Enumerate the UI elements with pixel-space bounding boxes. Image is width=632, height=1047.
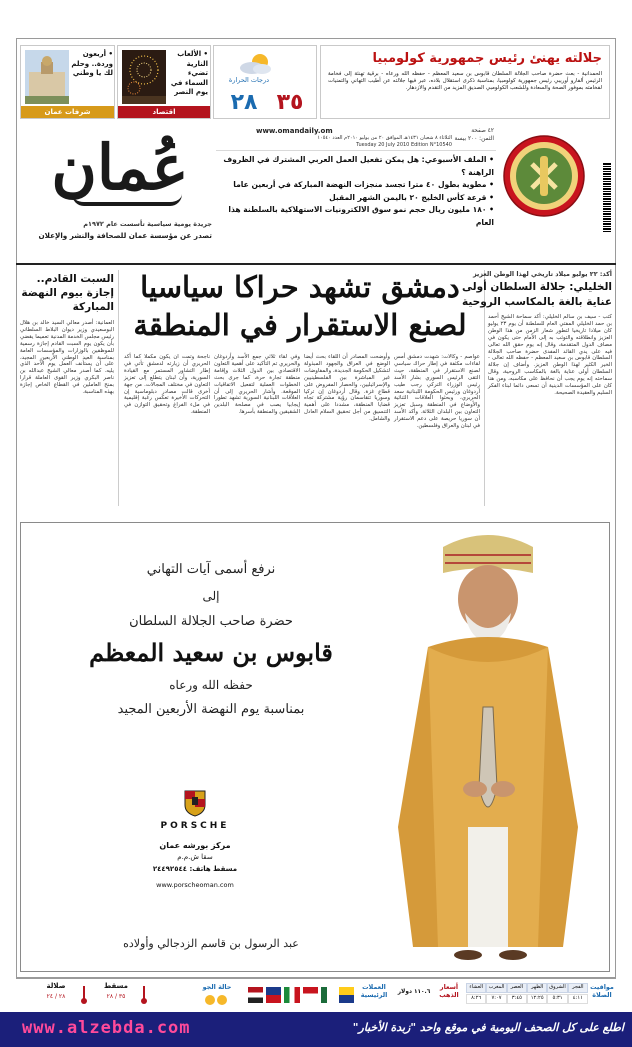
gold-title: أسعار الذهب <box>439 983 459 999</box>
thermometer-icon <box>80 985 88 1005</box>
lead-col-1: عواصم - وكالات: شهدت دمشق أمس لقاءات مكثفة في إطار حراك سياسي لصنع الاستقرار في المنطقة، حيث التقى الرئيس السوري بشار الأسد رئيس الوزراء التركي رجب طيب أردوغان ورئيس الحكومة اللبنانية سعد الحريري، وبحثوا العلاقات الثنائية والأوضاع في المنطقة وسبل تعزيز التعاون بين البلدان الثلاثة. وأكد الأسد أن سوريا حريصة على دعم الاستقرار في لبنان والعراق وفلسطين. <box>394 354 480 430</box>
teaser-balcony-caption: شرفات عمان <box>21 106 114 118</box>
ad-line-3: حضرة صاحب الجلالة السلطان <box>129 614 293 629</box>
teaser-main-headline: جلالته يهنئ رئيس جمهورية كولومبيا <box>372 51 602 66</box>
ad-line-4: قابوس بن سعيد المعظم <box>89 638 333 667</box>
issue-price: الثمن: ٢٠٠ بيسة <box>454 136 494 142</box>
teaser-balcony[interactable] <box>20 45 115 119</box>
building-photo <box>25 50 69 104</box>
dealer-address: سقا ش.م.م <box>177 853 213 861</box>
left-teaser[interactable] <box>20 272 114 504</box>
masthead-bullet[interactable]: • ١٨٠ مليون ريال حجم نمو سوق الالكترونيات الاستهلاكية بالسلطنة هذا العام <box>216 204 494 229</box>
prayer-time: ٨:٢٦ <box>466 994 486 1004</box>
date-line-ar: الثلاثاء ٨ شعبان ١٤٣١هـ الموافق ٢٠ من يوليو ٢٠١٠م العدد ١٠٥٤٠ <box>317 135 452 141</box>
date-line-en: Tuesday 20 July 2010 Edition N°10540 <box>356 142 452 148</box>
dealer-phone-row <box>141 865 249 873</box>
fireworks-image <box>122 50 166 104</box>
right-headline-line2: عناية بالغة بالمكاسب الروحية <box>462 296 612 308</box>
thermometer-icon <box>140 985 148 1005</box>
masthead-bullet[interactable]: • الملف الأسبوعي: هل يمكن تفعيل العمل العربي المشترك في الظروف الراهنة ؟ <box>216 154 494 179</box>
sun-icon <box>202 993 230 1007</box>
porsche-brand: PORSCHE <box>160 821 230 831</box>
city2-temp: ٢٨ / ٢٤ <box>46 993 66 1000</box>
ad-text-block <box>61 559 361 723</box>
lead-col-3: وفي لقاء ثلاثي جمع الأسد وأردوغان والحريري تم التأكيد على أهمية التعاون الاقتصادي بين الدول الثلاث وإقامة منطقة تجارة حرة، كما جرى بحث الخطوات العملية لتفعيل الاتفاقيات الموقعة. وأشار الحريري إلى أن العلاقات اللبنانية السورية تشهد تطورا إيجابيا يصب في مصلحة البلدين الشقيقين والمنطقة بأسرها. <box>214 354 300 416</box>
temp-high: ٣٥ <box>276 90 304 115</box>
currency-title: العملات الرئيسية <box>360 983 388 999</box>
masthead-publisher: تصدر عن مؤسسة عمان للصحافة والنشر والإعلان <box>38 231 212 240</box>
right-headline-line1: الخليلي: جلالة السلطان أولى <box>462 281 612 293</box>
weather-title: حالة الجو <box>202 983 232 991</box>
prayer-name: العصر <box>507 983 527 993</box>
currency-flags <box>248 987 354 1003</box>
banner-slogan: اطلع على كل الصحف اليومية في موقع واحد "زبدة الأخبار" <box>352 1021 624 1034</box>
prayer-title: مواقيت الصلاة <box>590 983 614 999</box>
right-body: كتب - سيف بن سالم الخليلي: أكد سماحة الشيخ أحمد بن حمد الخليلي المفتي العام للسلطنة أن يوم ٢٣ يوليو كان ميلادا تاريخيا لتطور شعار الزمن من هذا الوطن العزيز وانطلاقته والتوثب به إلى الأمام حتى يكون في مصاف الدول المتقدمة، وقال إنه يوم حقق الله تعالى فيه على يدي القائد المفدى حضرة صاحب الجلالة السلطان قابوس بن سعيد المعظم - حفظه الله تعالى - الخير الكثير لهذا الوطن العزيز. وأضاف إن جلالة السلطان أولى عناية بالغة بالمكاسب الروحية، وقال سماحته إنه يوم يجب أن نحافظ على مكاسبه، ومن هنا كان على المؤسسات الدينية أن تسعى دائما لبناء الفكر السليم والعقيدة الصحيحة. <box>488 314 612 396</box>
teaser-weather <box>213 45 317 119</box>
logo-swoosh <box>72 194 182 206</box>
prayer-name: المغرب <box>486 983 506 993</box>
sultan-portrait-image <box>373 527 603 969</box>
flag-icon <box>303 987 318 1003</box>
ad-footer: عبد الرسول بن قاسم الزدجالي وأولاده <box>123 937 299 950</box>
lead-col-4: ناجحة وتمت ان يكون مكملا كما أكد الحريري أن زيارته لدمشق تأتي في إطار التشاور المستمر مع القيادة السورية، وأن لبنان يتطلع إلى تعزيز التعاون في مختلف المجالات. من جهة أخرى قالت مصادر دبلوماسية إن التحركات الأخيرة تعكس رغبة إقليمية في ملء الفراغ وتحقيق التوازن في المنطقة. <box>124 354 210 416</box>
prayer-time: ٤:١١ <box>568 994 588 1004</box>
flag-icon <box>284 987 299 1003</box>
vertical-barcode <box>603 162 611 232</box>
city1-name: مسقط <box>104 982 128 990</box>
lead-headline-line1: دمشق تشهد حراكا سياسيا <box>140 270 460 304</box>
prayer-name: العشاء <box>466 983 486 993</box>
phone-number[interactable]: ٢٤٤٩٢٥٤٤ <box>152 865 188 873</box>
lead-headline[interactable] <box>120 268 480 348</box>
flag-icon <box>248 987 263 1003</box>
info-strip <box>16 978 616 1010</box>
teaser-main-body: الحمدانية - بعث حضرة صاحب الجلالة السلطان قابوس بن سعيد المعظم - حفظه الله ورعاه - برقية تهنئة إلى فخامة الرئيس ألفارو أوريبي رئيس جمهورية كولومبيا، بمناسبة ذكرى استقلال بلاده، عبر فيها جلالته عن أطيب التهاني والتمنيات لفخامته بموفور الصحة والسعادة وللشعب الكولومبي الصديق المزيد من التقدم والازدهار. <box>328 71 602 91</box>
ad-line-5: حفظه الله ورعاه <box>169 678 253 692</box>
congrats-ad[interactable] <box>20 522 610 972</box>
right-story[interactable] <box>462 270 612 506</box>
prayer-name: الظهر <box>527 983 547 993</box>
dealer-name: مركز بورشه عمان <box>159 841 231 850</box>
prayer-time: ٧:٠٧ <box>486 994 506 1004</box>
masthead-bullets <box>216 154 494 229</box>
city2-name: صلالة <box>46 982 66 990</box>
sun-cloud-icon <box>234 50 278 76</box>
masthead-bullet[interactable]: • مطوية بطول ٤٠ مترا تجسد منجزات النهضة المباركة في أربعين عاما <box>216 179 494 192</box>
dealer-url[interactable]: www.porscheoman.com <box>156 881 234 889</box>
city1-temp: ٣٥ / ٢٨ <box>106 993 126 1000</box>
lead-headline-line2: لصنع الاستقرار في المنطقة <box>133 308 467 342</box>
flag-icon <box>266 987 281 1003</box>
teaser-fireworks-title: • الألعاب النارية تضيء السماء في يوم النصر <box>170 50 208 96</box>
lead-col-2: وأوضحت المصادر أن اللقاء بحث أيضا الوضع في العراق والجهود المبذولة لتشكيل الحكومة الجديدة، والمفاوضات غير المباشرة بين الفلسطينيين والإسرائيليين، والحصار المفروض على قطاع غزة. وقال أردوغان إن تركيا وسوريا تتقاسمان رؤية مشتركة تجاه قضايا المنطقة، مشددا على أهمية التنسيق من أجل تحقيق السلام العادل والشامل. <box>304 354 390 423</box>
phone-label: مسقط هاتف: <box>189 865 238 873</box>
issue-pages: ٤٢ صفحة <box>471 128 494 134</box>
masthead-bullet[interactable]: • قرعة كأس الخليج ٢٠ باليمن الشهر المقبل <box>216 192 494 205</box>
prayer-name: الشروق <box>547 983 567 993</box>
masthead <box>16 122 616 257</box>
temp-low: ٢٨ <box>230 90 258 115</box>
masthead-tagline: جريدة يومية سياسية تأسست عام ١٩٧٢م <box>83 220 212 228</box>
weather-label: درجات الحرارة <box>228 76 270 84</box>
bottom-banner[interactable] <box>0 1012 632 1047</box>
teaser-balcony-title: • أربعون وردة.. وحلم لك يا وطني <box>71 50 113 77</box>
prayer-time: ١٢:٢٥ <box>527 994 547 1004</box>
national-emblem-icon <box>502 134 586 218</box>
right-kicker: أكد: ٢٢ يوليو ميلاد تاريخي لهذا الوطن العزيز <box>472 270 612 278</box>
banner-site[interactable]: www.alzebda.com <box>22 1018 191 1038</box>
prayer-time: ٣:٤٥ <box>507 994 527 1004</box>
teaser-main[interactable] <box>320 45 610 119</box>
flag-icon <box>321 987 336 1003</box>
teaser-fireworks-caption: اقتصاد <box>118 106 210 118</box>
porsche-crest-icon <box>183 789 207 817</box>
gold-value: ١١٠.٦ دولار <box>397 989 431 995</box>
teaser-fireworks[interactable] <box>117 45 211 119</box>
prayer-name: الفجر <box>568 983 588 993</box>
flag-icon <box>339 987 354 1003</box>
masthead-logo: عُمان <box>51 131 189 204</box>
website[interactable]: www.omandaily.om <box>256 127 333 135</box>
left-teaser-body: العمانية: أصدر معالي السيد خالد بن هلال البوسعيدي وزير ديوان البلاط السلطاني رئيس مجلس الخدمة المدنية تعميما يقضي بأن يكون يوم السبت القادم إجازة رسمية للموظفين بالوزارات والمؤسسات العامة بمناسبة العيد الوطني الأربعين المجيد، على أن يستأنف العمل يوم الأحد الذي يليه. كما أصدر معالي الشيخ عبدالله بن ناصر البكري وزير القوى العاملة قرارا بمنح العاملين في القطاع الخاص إجازة بهذه المناسبة. <box>20 320 114 396</box>
prayer-time: ٥:٣١ <box>547 994 567 1004</box>
prayer-table <box>466 983 588 1005</box>
ad-line-6: بمناسبة يوم النهضة الأربعين المجيد <box>117 702 305 717</box>
left-teaser-headline: السبت القادم.. إجازة بيوم النهضة المباركة <box>21 273 114 313</box>
ad-line-1: نرفع أسمى آيات التهاني <box>146 562 276 577</box>
ad-line-2: إلى <box>202 589 220 603</box>
